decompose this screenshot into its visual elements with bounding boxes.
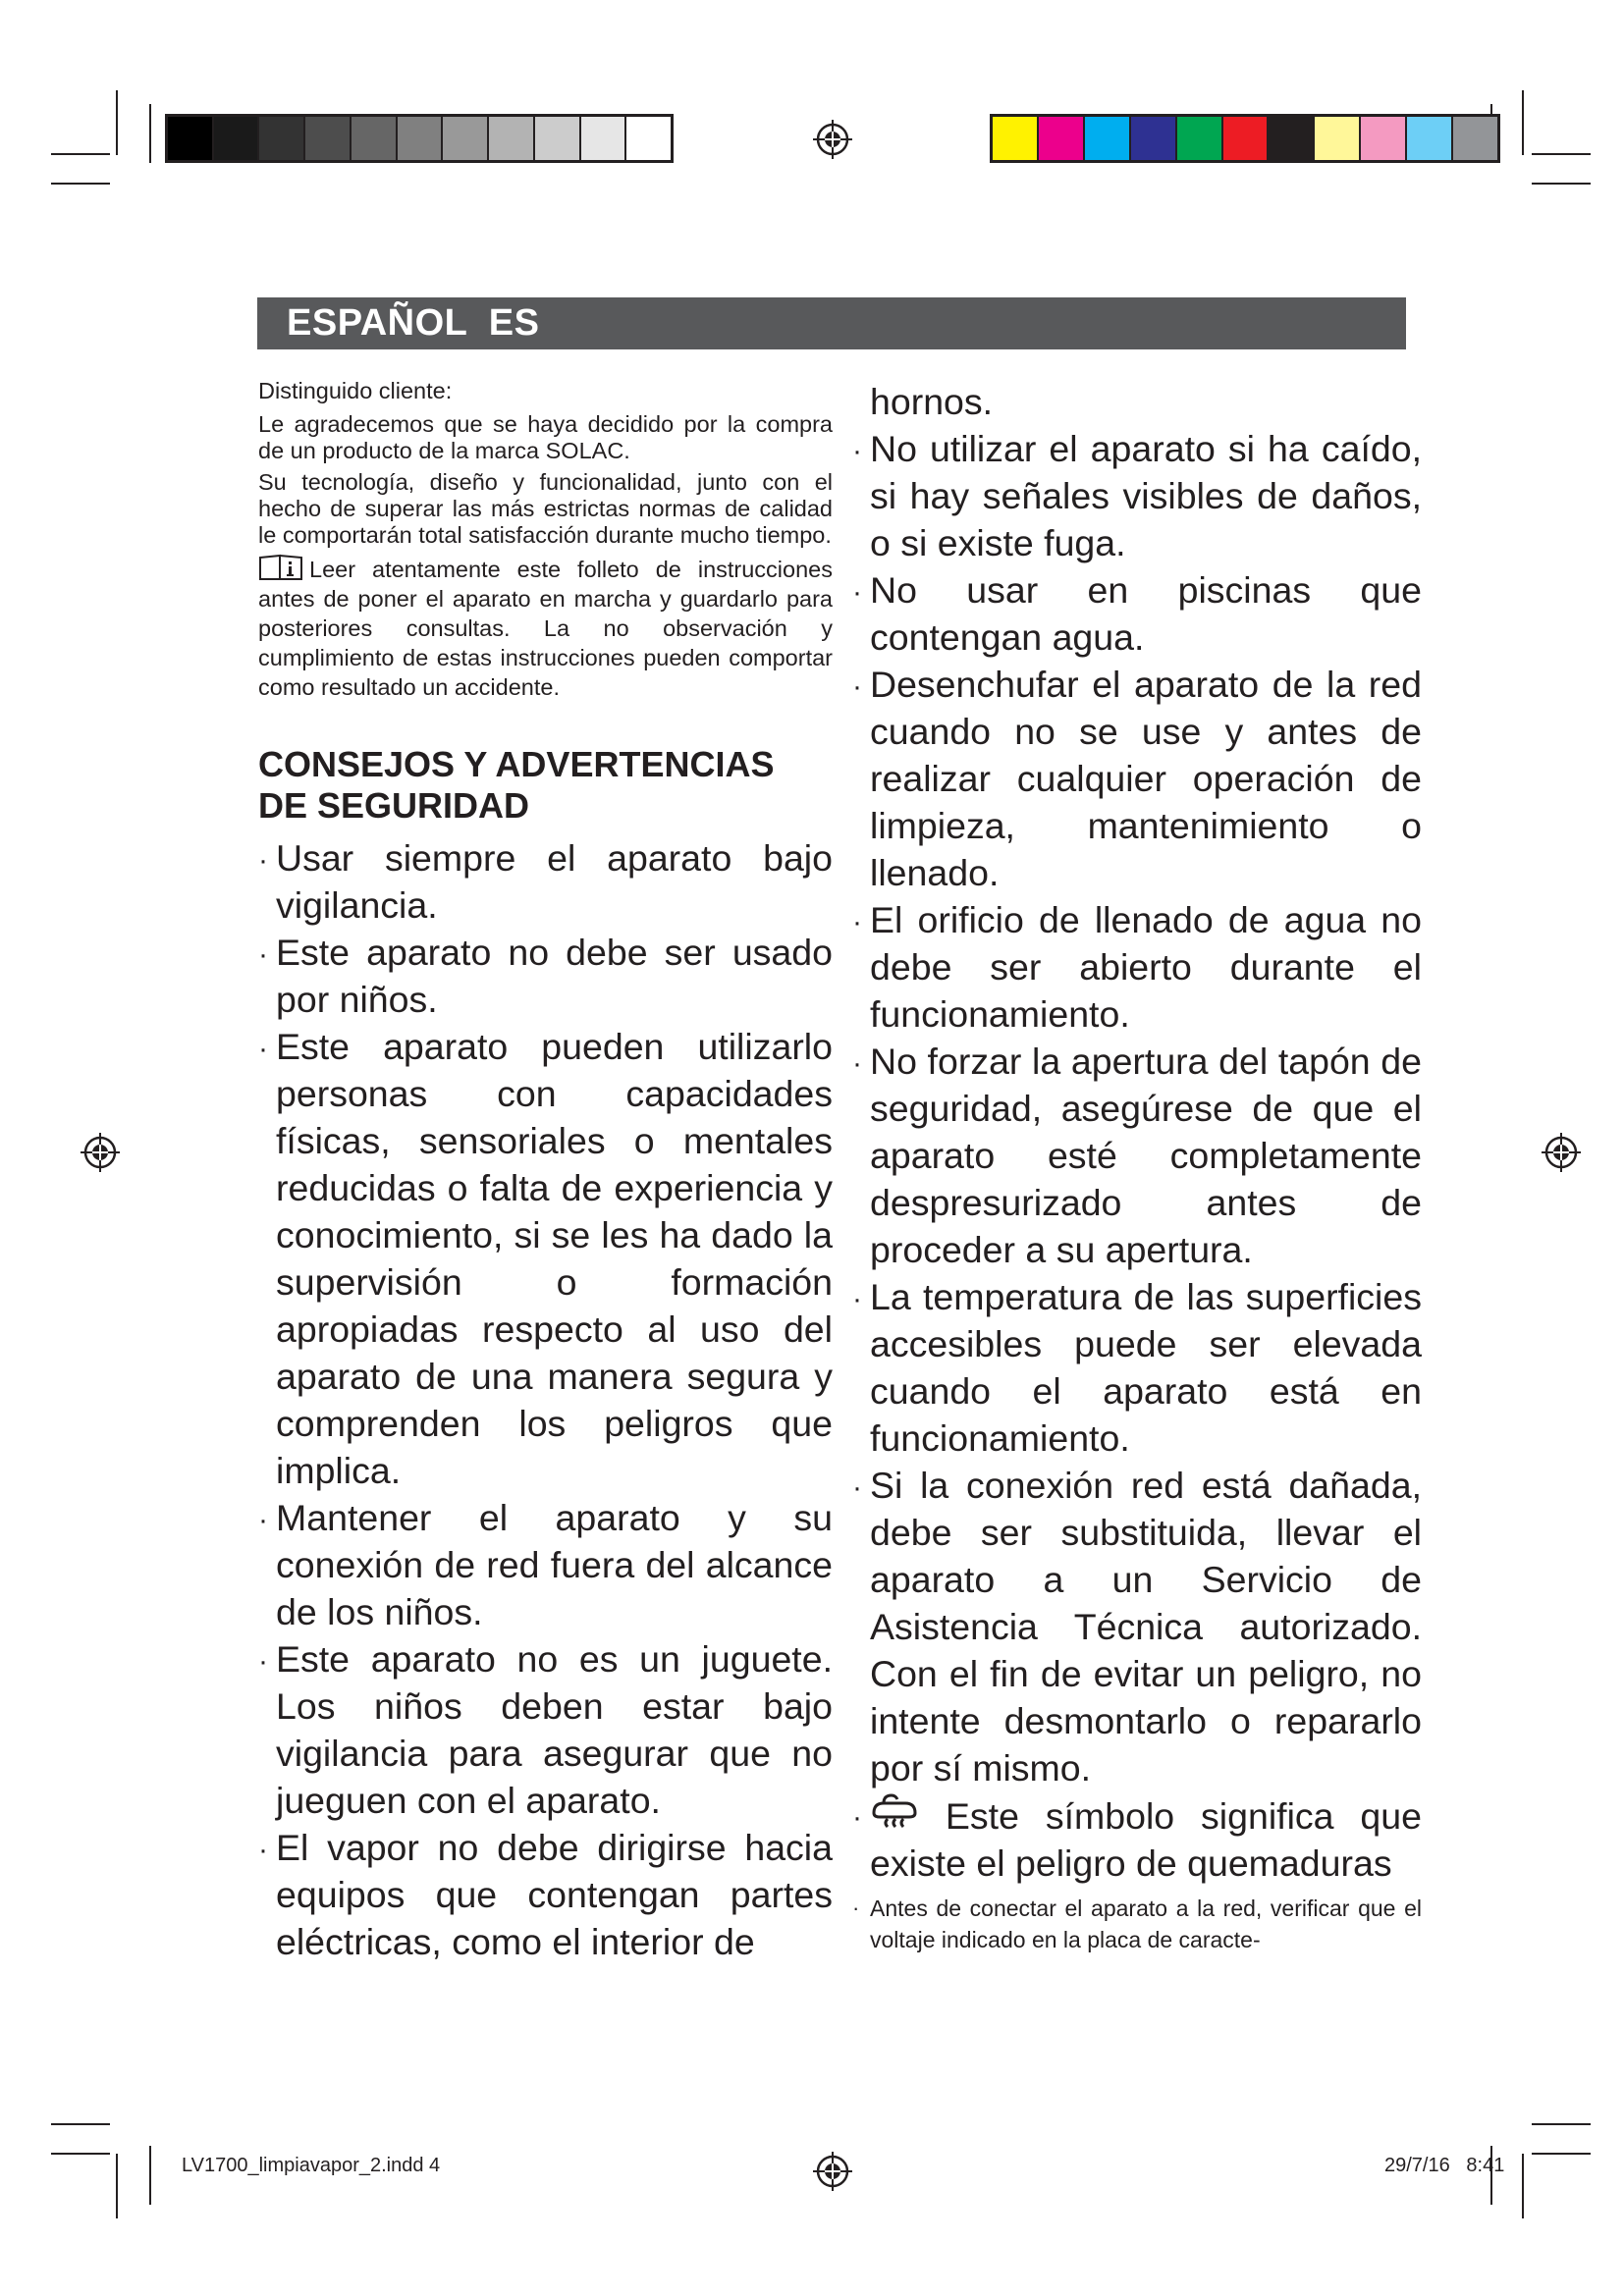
color-swatch	[303, 117, 350, 160]
crop-mark	[1532, 2123, 1591, 2125]
file-slug: LV1700_limpiavapor_2.indd 4	[182, 2155, 441, 2176]
left-column	[258, 378, 833, 1965]
color-swatch	[1451, 117, 1497, 160]
crop-mark	[51, 153, 110, 155]
crop-mark	[1532, 183, 1591, 185]
registration-mark-icon	[1540, 1131, 1583, 1174]
color-swatch	[1313, 117, 1359, 160]
color-swatch	[168, 117, 212, 160]
right-column	[852, 378, 1422, 1955]
list-item: · Si la conexión red está dañada, debe ser substituida, llevar el aparato a un Servicio de Asistencia Técnica autorizado. Con el fin de evitar un peligro, no intente desmontarlo o repararlo por sí mismo.	[852, 1462, 1422, 1791]
safety-heading: CONSEJOS Y ADVERTENCIAS DE SEGURIDAD	[258, 744, 775, 826]
intro-paragraph: Le agradecemos que se haya decidido por la compra de un producto de la marca SOLAC.	[258, 411, 833, 463]
list-item: · Este aparato pueden utilizarlo personas con capacidades físicas, sensoriales o mentales reducidas o falta de experiencia y conocimiento, si se les ha dado la supervisión o formación apropiadas respecto al uso del aparato de una manera segura y comprenden los peligros que implica.	[258, 1023, 833, 1494]
color-swatch	[396, 117, 442, 160]
hot-surface-icon	[870, 1791, 919, 1831]
greeting: Distinguido cliente:	[258, 378, 453, 403]
color-swatch	[257, 117, 303, 160]
crop-mark	[1532, 153, 1591, 155]
color-swatch	[1175, 117, 1221, 160]
color-swatch	[624, 117, 671, 160]
crop-mark	[1522, 2154, 1524, 2218]
color-swatch	[1405, 117, 1451, 160]
color-swatch	[350, 117, 396, 160]
color-swatch	[1083, 117, 1129, 160]
read-instructions-note	[258, 554, 833, 702]
date-slug: 29/7/16 8:41	[1384, 2155, 1505, 2176]
color-swatch	[441, 117, 487, 160]
crop-mark	[149, 2146, 151, 2205]
registration-mark-icon	[811, 118, 854, 161]
symbol-item-text: Este símbolo significa que existe el peligro de quemaduras	[870, 1795, 1422, 1884]
crop-mark	[51, 2123, 110, 2125]
color-swatch	[1267, 117, 1313, 160]
book-info-icon	[258, 554, 303, 581]
list-item: · La temperatura de las superficies accesibles puede ser elevada cuando el aparato está en funcionamiento.	[852, 1273, 1422, 1462]
list-item: · No utilizar el aparato si ha caído, si hay señales visibles de daños, o si existe fuga.	[852, 425, 1422, 566]
color-swatch	[993, 117, 1037, 160]
read-note-text: Leer atentamente este folleto de instrucciones antes de poner el aparato en marcha y guardarlo para posteriores consultas. La no observación y cumplimiento de estas instrucciones pueden comportar como resultado un accidente.	[258, 557, 833, 700]
list-item: · Antes de conectar el aparato a la red, verificar que el voltaje indicado en la placa de caracte-	[852, 1893, 1422, 1955]
crop-mark	[1532, 2153, 1591, 2155]
crop-mark	[116, 2154, 118, 2218]
list-continuation: hornos.	[870, 381, 994, 422]
color-swatch	[579, 117, 625, 160]
crop-mark	[51, 2153, 110, 2155]
registration-mark-icon	[79, 1131, 122, 1174]
list-item: · No forzar la apertura del tapón de seguridad, asegúrese de que el aparato esté completamente despresurizado antes de proceder a su apertura.	[852, 1038, 1422, 1273]
color-swatch	[1221, 117, 1268, 160]
list-item: · Mantener el aparato y su conexión de red fuera del alcance de los niños.	[258, 1494, 833, 1635]
language-header-band: ESPAÑOL ES	[257, 297, 1406, 349]
list-item: · Este aparato no es un juguete. Los niños deben estar bajo vigilancia para asegurar que no jueguen con el aparato.	[258, 1635, 833, 1824]
list-item: · No usar en piscinas que contengan agua.	[852, 566, 1422, 661]
intro-section	[258, 378, 833, 702]
list-item: · Usar siempre el aparato bajo vigilancia.	[258, 834, 833, 929]
safety-list-left	[258, 834, 833, 1965]
registration-mark-icon	[811, 2150, 854, 2193]
color-swatch	[212, 117, 258, 160]
process-color-bar	[990, 114, 1500, 163]
safety-list-small	[852, 1893, 1422, 1955]
list-item-symbol	[852, 1791, 1422, 1887]
crop-mark	[1522, 90, 1524, 155]
intro-paragraph: Su tecnología, diseño y funcionalidad, junto con el hecho de superar las más estrictas normas de calidad le comportarán total satisfacción durante mucho tiempo.	[258, 469, 833, 548]
list-item: · El vapor no debe dirigirse hacia equipos que contengan partes eléctricas, como el interior de	[258, 1824, 833, 1965]
color-swatch	[533, 117, 579, 160]
color-swatch	[1129, 117, 1175, 160]
crop-mark	[149, 104, 151, 163]
safety-list-right	[852, 425, 1422, 1887]
crop-mark	[116, 90, 118, 155]
list-item: · Este aparato no debe ser usado por niños.	[258, 929, 833, 1023]
grayscale-color-bar	[165, 114, 674, 163]
crop-mark	[51, 183, 110, 185]
list-item: · El orificio de llenado de agua no debe ser abierto durante el funcionamiento.	[852, 896, 1422, 1038]
color-swatch	[487, 117, 533, 160]
color-swatch	[1037, 117, 1083, 160]
list-item: · Desenchufar el aparato de la red cuando no se use y antes de realizar cualquier operación de limpieza, mantenimiento o llenado.	[852, 661, 1422, 896]
color-swatch	[1359, 117, 1405, 160]
